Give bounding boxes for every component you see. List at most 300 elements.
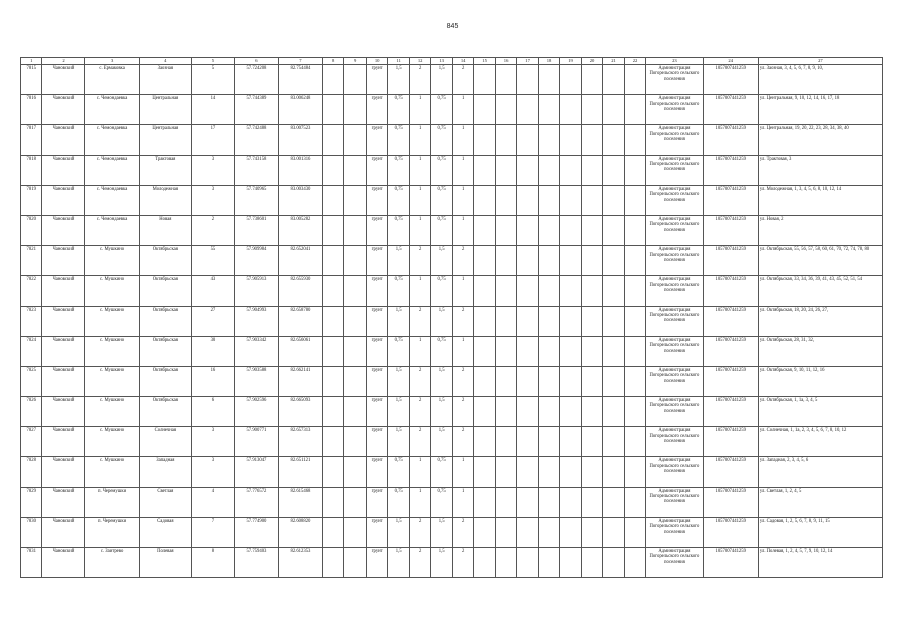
empty-cell [322,487,343,517]
lanes-cell: 2 [452,366,473,396]
empty-cell [581,366,602,396]
area-cell: 0,75 [388,457,409,487]
empty-cell [517,397,538,427]
count-cell: 1 [409,95,430,125]
empty-cell [322,397,343,427]
lon-cell: 82.615468 [278,487,322,517]
empty-cell [581,95,602,125]
column-header: 11 [388,58,409,65]
empty-cell [322,427,343,457]
empty-cell [624,155,645,185]
width-cell: 1,5 [431,366,452,396]
column-header: 2 [42,58,85,65]
address-cell: ул. Октябрьская, 55, 56, 57, 58, 60, 61, 70, 72, 74, 78, 80 [758,246,882,276]
street-cell: Светлая [139,487,191,517]
empty-cell [474,246,495,276]
width-cell: 0,75 [431,276,452,306]
street-cell: Октябрьская [139,246,191,276]
ogrn-cell: 1057007441259 [703,517,758,547]
lon-cell: 82.652041 [278,246,322,276]
empty-cell [344,457,367,487]
empty-cell [538,155,559,185]
owner-cell: Администрация Погорельского сельского поселения [646,65,703,95]
empty-cell [322,155,343,185]
empty-cell [581,427,602,457]
empty-cell [322,548,343,578]
lat-cell: 57.900771 [234,427,278,457]
row-id: 7827 [21,427,42,457]
empty-cell [603,155,624,185]
street-cell: Октябрьская [139,366,191,396]
surface-cell: грунт [366,548,387,578]
empty-cell [581,457,602,487]
empty-cell [517,427,538,457]
street-cell: Октябрьская [139,336,191,366]
empty-cell [495,125,516,155]
lanes-cell: 1 [452,95,473,125]
table-row [21,487,883,517]
lon-cell: 82.608820 [278,517,322,547]
count-cell: 1 [409,457,430,487]
ogrn-cell: 1057007441259 [703,276,758,306]
address-cell: ул. Октябрьская, 9, 10, 11, 12, 16 [758,366,882,396]
empty-cell [495,336,516,366]
count-cell: 1 [409,185,430,215]
empty-cell [538,306,559,336]
lon-cell: 82.612353 [278,548,322,578]
row-id: 7831 [21,548,42,578]
table-row [21,185,883,215]
count-cell: 2 [409,366,430,396]
empty-cell [560,155,581,185]
house-cell: 30 [191,336,234,366]
empty-cell [603,517,624,547]
lat-cell: 57.904993 [234,306,278,336]
table-row [21,155,883,185]
address-cell: ул. Центральная, 9, 10, 12, 14, 16, 17, 18 [758,95,882,125]
width-cell: 1,5 [431,65,452,95]
lat-cell: 57.724208 [234,65,278,95]
settlement-cell: с. Мушкино [85,397,139,427]
empty-cell [517,366,538,396]
address-cell: ул. Октябрьская, 18, 20, 24, 26, 27, [758,306,882,336]
ogrn-cell: 1057007441259 [703,185,758,215]
empty-cell [495,517,516,547]
lanes-cell: 2 [452,306,473,336]
settlement-cell: с. Мушкино [85,336,139,366]
district-cell: Чановский [42,306,85,336]
settlement-cell: с. Мушкино [85,276,139,306]
empty-cell [474,517,495,547]
empty-cell [322,517,343,547]
district-cell: Чановский [42,185,85,215]
house-cell: 4 [191,487,234,517]
ogrn-cell: 1057007441259 [703,246,758,276]
empty-cell [344,366,367,396]
street-cell: Октябрьская [139,306,191,336]
address-cell: ул. Заозная, 3, 4, 5, 6, 7, 8, 9, 10, [758,65,882,95]
count-cell: 1 [409,276,430,306]
column-header: 24 [703,58,758,65]
empty-cell [581,125,602,155]
empty-cell [474,397,495,427]
area-cell: 0,75 [388,215,409,245]
address-cell: ул. Октябрьская, 33, 34, 36, 39, 41, 43, 45, 52, 51, 54 [758,276,882,306]
lat-cell: 57.909984 [234,246,278,276]
surface-cell: грунт [366,427,387,457]
area-cell: 1,5 [388,366,409,396]
street-cell: Новая [139,215,191,245]
settlement-cell: с. Мушкино [85,457,139,487]
empty-cell [344,215,367,245]
column-header: 21 [603,58,624,65]
owner-cell: Администрация Погорельского сельского поселения [646,306,703,336]
empty-cell [581,246,602,276]
width-cell: 1,5 [431,306,452,336]
empty-cell [322,125,343,155]
owner-cell: Администрация Погорельского сельского поселения [646,487,703,517]
empty-cell [560,517,581,547]
district-cell: Чановский [42,276,85,306]
empty-cell [538,185,559,215]
area-cell: 1,5 [388,246,409,276]
empty-cell [624,215,645,245]
width-cell: 0,75 [431,457,452,487]
surface-cell: грунт [366,457,387,487]
width-cell: 1,5 [431,517,452,547]
lon-cell: 82.656061 [278,336,322,366]
empty-cell [322,336,343,366]
column-header: 12 [409,58,430,65]
width-cell: 0,75 [431,155,452,185]
table-row [21,65,883,95]
lat-cell: 57.744389 [234,95,278,125]
empty-cell [560,95,581,125]
address-cell: ул. Солнечная, 1, 1а, 2, 3, 4, 5, 6, 7, 8, 10, 12 [758,427,882,457]
owner-cell: Администрация Погорельского сельского поселения [646,155,703,185]
empty-cell [624,306,645,336]
settlement-cell: с. Мушкино [85,366,139,396]
row-id: 7823 [21,306,42,336]
table-row [21,397,883,427]
empty-cell [495,155,516,185]
empty-cell [538,548,559,578]
table-row [21,306,883,336]
table-row [21,215,883,245]
table-row [21,517,883,547]
lon-cell: 83.007523 [278,125,322,155]
empty-cell [495,487,516,517]
lat-cell: 57.913047 [234,457,278,487]
width-cell: 1,5 [431,548,452,578]
column-header: 23 [646,58,703,65]
column-header: 5 [191,58,234,65]
empty-cell [495,185,516,215]
area-cell: 0,75 [388,185,409,215]
lat-cell: 57.743158 [234,155,278,185]
street-cell: Западная [139,457,191,487]
lon-cell: 83.006248 [278,95,322,125]
row-id: 7818 [21,155,42,185]
empty-cell [538,276,559,306]
ogrn-cell: 1057007441259 [703,65,758,95]
area-cell: 1,5 [388,397,409,427]
empty-cell [603,487,624,517]
empty-cell [624,185,645,215]
ogrn-cell: 1057007441259 [703,95,758,125]
lat-cell: 57.740965 [234,185,278,215]
address-cell: ул. Садовая, 1, 2, 5, 6, 7, 8, 9, 11, 15 [758,517,882,547]
empty-cell [624,276,645,306]
empty-cell [517,306,538,336]
column-header: 17 [517,58,538,65]
empty-cell [322,185,343,215]
street-cell: Центральная [139,95,191,125]
empty-cell [624,427,645,457]
empty-cell [517,246,538,276]
owner-cell: Администрация Погорельского сельского поселения [646,336,703,366]
lat-cell: 57.738601 [234,215,278,245]
empty-cell [603,125,624,155]
street-cell: Полевая [139,548,191,578]
empty-cell [344,548,367,578]
empty-cell [495,427,516,457]
column-header: 6 [234,58,278,65]
empty-cell [538,65,559,95]
empty-cell [581,517,602,547]
row-id: 7822 [21,276,42,306]
empty-cell [624,336,645,366]
count-cell: 2 [409,397,430,427]
empty-cell [560,427,581,457]
lanes-cell: 1 [452,125,473,155]
lanes-cell: 1 [452,457,473,487]
empty-cell [474,95,495,125]
lat-cell: 57.776572 [234,487,278,517]
empty-cell [322,246,343,276]
district-cell: Чановский [42,155,85,185]
ogrn-cell: 1057007441259 [703,306,758,336]
settlement-cell: с. Чемондаевка [85,155,139,185]
empty-cell [624,95,645,125]
empty-cell [495,276,516,306]
house-cell: 3 [191,427,234,457]
empty-cell [560,548,581,578]
empty-cell [517,457,538,487]
address-cell: ул. Октябрьская, 28, 31, 32, [758,336,882,366]
surface-cell: грунт [366,215,387,245]
empty-cell [322,306,343,336]
lon-cell: 83.005282 [278,215,322,245]
empty-cell [603,65,624,95]
street-cell: Октябрьская [139,397,191,427]
empty-cell [344,95,367,125]
district-cell: Чановский [42,125,85,155]
row-id: 7819 [21,185,42,215]
district-cell: Чановский [42,215,85,245]
empty-cell [624,487,645,517]
settlement-cell: с. Чемондаевка [85,95,139,125]
house-cell: 6 [191,397,234,427]
empty-cell [344,427,367,457]
address-cell: ул. Светлая, 1, 2, 4, 5 [758,487,882,517]
settlement-cell: с. Чемондаевка [85,185,139,215]
empty-cell [603,185,624,215]
area-cell: 0,75 [388,487,409,517]
column-header: 9 [344,58,367,65]
count-cell: 2 [409,548,430,578]
lon-cell: 82.754484 [278,65,322,95]
area-cell: 1,5 [388,427,409,457]
empty-cell [538,366,559,396]
row-id: 7826 [21,397,42,427]
surface-cell: грунт [366,336,387,366]
column-header: 19 [560,58,581,65]
empty-cell [474,276,495,306]
row-id: 7821 [21,246,42,276]
empty-cell [344,185,367,215]
district-cell: Чановский [42,548,85,578]
owner-cell: Администрация Погорельского сельского поселения [646,215,703,245]
empty-cell [603,246,624,276]
column-header: 1 [21,58,42,65]
lanes-cell: 1 [452,276,473,306]
district-cell: Чановский [42,427,85,457]
empty-cell [538,397,559,427]
empty-cell [603,366,624,396]
empty-cell [560,125,581,155]
empty-cell [560,306,581,336]
empty-cell [560,276,581,306]
table-row [21,125,883,155]
width-cell: 0,75 [431,95,452,125]
empty-cell [474,125,495,155]
column-header: 3 [85,58,139,65]
row-id: 7829 [21,487,42,517]
table-row [21,457,883,487]
surface-cell: грунт [366,125,387,155]
owner-cell: Администрация Погорельского сельского поселения [646,397,703,427]
street-cell: Центральная [139,125,191,155]
area-cell: 0,75 [388,155,409,185]
table-row [21,427,883,457]
count-cell: 1 [409,487,430,517]
width-cell: 0,75 [431,336,452,366]
empty-cell [603,548,624,578]
empty-cell [344,155,367,185]
empty-cell [344,65,367,95]
address-cell: ул. Западная, 2, 3, 4, 5, 6 [758,457,882,487]
area-cell: 0,75 [388,276,409,306]
empty-cell [474,336,495,366]
ogrn-cell: 1057007441259 [703,487,758,517]
ogrn-cell: 1057007441259 [703,457,758,487]
address-cell: ул. Полевая, 1, 2, 4, 5, 7, 9, 10, 12, 14 [758,548,882,578]
empty-cell [517,336,538,366]
width-cell: 1,5 [431,427,452,457]
lon-cell: 82.655930 [278,276,322,306]
lat-cell: 57.903588 [234,366,278,396]
area-cell: 0,75 [388,336,409,366]
house-cell: 5 [191,65,234,95]
count-cell: 2 [409,246,430,276]
empty-cell [624,65,645,95]
lon-cell: 82.658780 [278,306,322,336]
empty-cell [560,215,581,245]
house-cell: 3 [191,155,234,185]
column-header: 14 [452,58,473,65]
empty-cell [538,125,559,155]
empty-cell [474,548,495,578]
row-id: 7820 [21,215,42,245]
width-cell: 1,5 [431,246,452,276]
count-cell: 1 [409,155,430,185]
count-cell: 1 [409,336,430,366]
empty-cell [517,155,538,185]
table-row [21,246,883,276]
lanes-cell: 2 [452,65,473,95]
district-cell: Чановский [42,246,85,276]
width-cell: 0,75 [431,487,452,517]
house-cell: 16 [191,366,234,396]
ogrn-cell: 1057007441259 [703,366,758,396]
lat-cell: 57.903342 [234,336,278,366]
empty-cell [581,306,602,336]
street-cell: Садовая [139,517,191,547]
lanes-cell: 1 [452,336,473,366]
ogrn-cell: 1057007441259 [703,548,758,578]
lon-cell: 82.657313 [278,427,322,457]
lat-cell: 57.905913 [234,276,278,306]
lat-cell: 57.742488 [234,125,278,155]
empty-cell [344,125,367,155]
area-cell: 1,5 [388,65,409,95]
owner-cell: Администрация Погорельского сельского поселения [646,95,703,125]
empty-cell [581,336,602,366]
lanes-cell: 2 [452,548,473,578]
width-cell: 0,75 [431,185,452,215]
empty-cell [538,487,559,517]
empty-cell [322,457,343,487]
empty-cell [603,457,624,487]
district-cell: Чановский [42,366,85,396]
surface-cell: грунт [366,487,387,517]
district-cell: Чановский [42,517,85,547]
ogrn-cell: 1057007441259 [703,397,758,427]
row-id: 7830 [21,517,42,547]
empty-cell [322,276,343,306]
district-cell: Чановский [42,336,85,366]
count-cell: 1 [409,215,430,245]
settlement-cell: п. Черемушки [85,517,139,547]
empty-cell [624,397,645,427]
district-cell: Чановский [42,397,85,427]
lon-cell: 82.662141 [278,366,322,396]
empty-cell [344,487,367,517]
table-row [21,366,883,396]
address-cell: ул. Трактовая, 3 [758,155,882,185]
column-header: 10 [366,58,387,65]
house-cell: 27 [191,306,234,336]
owner-cell: Администрация Погорельского сельского поселения [646,517,703,547]
empty-cell [538,457,559,487]
empty-cell [474,366,495,396]
lanes-cell: 1 [452,185,473,215]
empty-cell [495,366,516,396]
street-cell: Октябрьская [139,276,191,306]
owner-cell: Администрация Погорельского сельского поселения [646,185,703,215]
owner-cell: Администрация Погорельского сельского поселения [646,276,703,306]
